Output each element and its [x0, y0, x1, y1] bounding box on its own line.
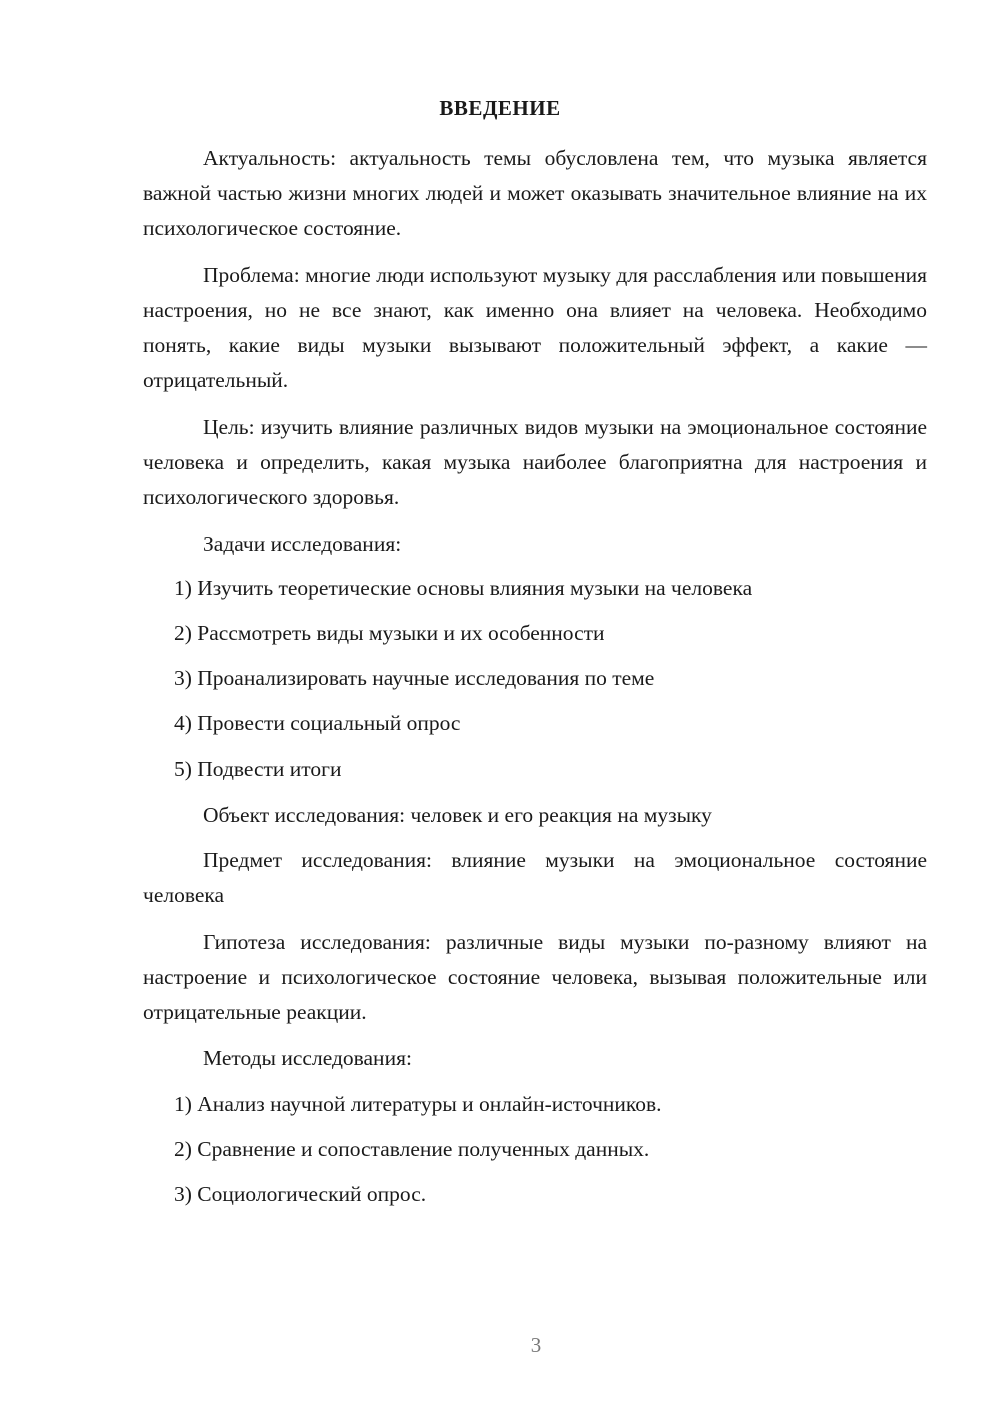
task-item: 4) Провести социальный опрос [174, 711, 461, 735]
task-item: 1) Изучить теоретические основы влияния музыки на человека [174, 576, 753, 600]
goal-paragraph: Цель: изучить влияние различных видов музыки на эмоциональное состояние человека и определить, какая музыка наиболее благоприятна для настроения и психологического здоровья. [143, 415, 927, 509]
section-title: ВВЕДЕНИЕ [439, 96, 561, 120]
relevance-paragraph: Актуальность: актуальность темы обусловлена тем, что музыка является важной частью жизни многих людей и может оказывать значительное влияние на их психологическое состояние. [143, 146, 927, 240]
problem-paragraph: Проблема: многие люди используют музыку для расслабления или повышения настроения, но не все знают, как именно она влияет на человека. Необходимо понять, какие виды музыки вызывают положительный эффект, а какие — отрицательный. [143, 263, 927, 392]
object-line: Объект исследования: человек и его реакция на музыку [203, 803, 712, 827]
method-item: 3) Социологический опрос. [174, 1182, 427, 1206]
task-item: 2) Рассмотреть виды музыки и их особенности [174, 621, 605, 645]
task-item: 5) Подвести итоги [174, 757, 342, 781]
method-item: 2) Сравнение и сопоставление полученных данных. [174, 1137, 650, 1161]
subject-paragraph: Предмет исследования: влияние музыки на эмоциональное состояние человека [143, 848, 927, 907]
page-number: 3 [530, 1333, 542, 1357]
method-item: 1) Анализ научной литературы и онлайн-источников. [174, 1092, 662, 1116]
hypothesis-paragraph: Гипотеза исследования: различные виды музыки по-разному влияют на настроение и психологическое состояние человека, вызывая положительные или отрицательные реакции. [143, 930, 927, 1024]
methods-heading: Методы исследования: [203, 1046, 412, 1070]
tasks-heading: Задачи исследования: [203, 532, 402, 556]
task-item: 3) Проанализировать научные исследования по теме [174, 666, 655, 690]
